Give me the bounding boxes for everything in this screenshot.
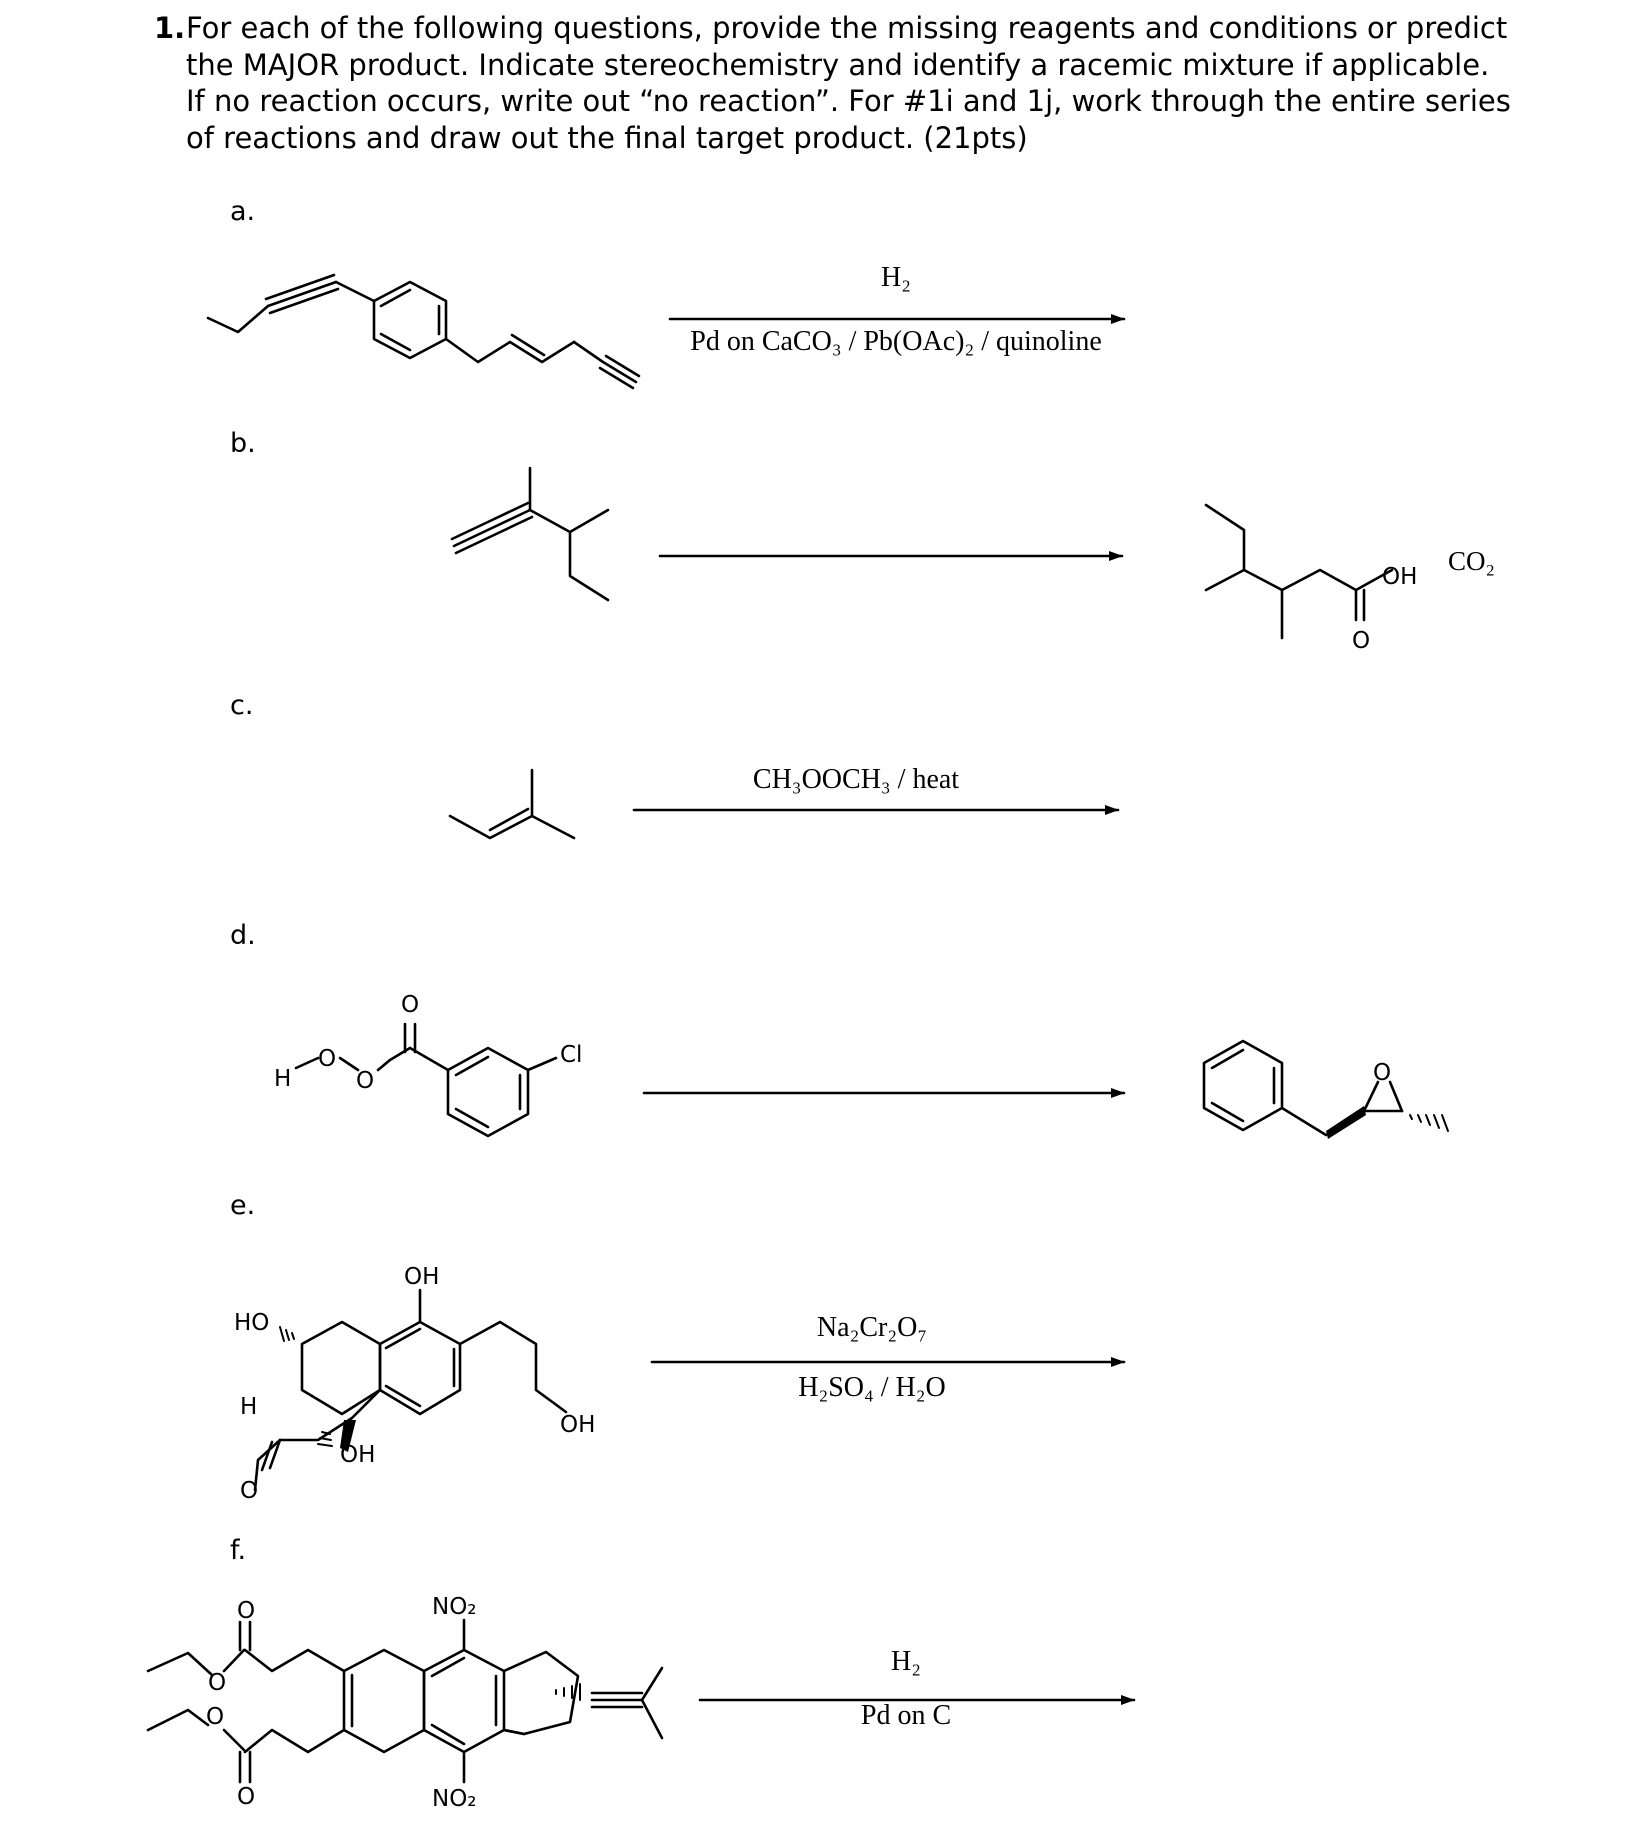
part-b-product-o: O <box>1352 628 1371 654</box>
part-c-label: c. <box>230 690 254 721</box>
part-e-reagent-top: Na₂Cr₂O₇ <box>816 1312 928 1343</box>
part-a-reactant <box>208 275 639 388</box>
part-f-o-top-ester: O <box>208 1670 227 1696</box>
part-e-reagent-bottom: H₂SO₄ / H₂O <box>798 1372 946 1403</box>
part-b-product-oh: OH <box>1382 564 1418 590</box>
part-e-ho-left: HO <box>234 1310 270 1336</box>
part-b-byproduct: CO₂ <box>1448 546 1495 576</box>
part-e-hash-bond-top <box>280 1327 294 1341</box>
part-d-reactant <box>296 1024 556 1136</box>
part-c-reactant <box>450 770 574 838</box>
part-f-o-bottom-carbonyl: O <box>237 1784 256 1810</box>
part-f-o-bottom-ester: O <box>206 1704 225 1730</box>
part-d-cl-atom: Cl <box>560 1042 583 1068</box>
part-e-oh-chain: OH <box>560 1412 596 1438</box>
part-f-label: f. <box>230 1535 247 1566</box>
part-d-o2-atom: O <box>356 1068 375 1094</box>
part-b-product <box>1206 505 1392 638</box>
part-d-o1-atom: O <box>318 1046 337 1072</box>
part-e-h-aldehyde: H <box>240 1394 258 1420</box>
part-f-o-top-carbonyl: O <box>237 1598 256 1624</box>
part-e-oh-bottom: OH <box>340 1442 376 1468</box>
part-d-wedge-bond <box>1326 1106 1366 1139</box>
part-a-reagent-top: H₂ <box>881 262 911 293</box>
question-number: 1. <box>154 11 186 45</box>
part-f-reagent-top: H₂ <box>891 1646 921 1677</box>
part-b-reactant <box>452 468 608 600</box>
question-text: For each of the following questions, provide the missing reagents and conditions or predict the MAJOR product. Indicate stereochemistry and identify a racemic mixture if applicable. If no reaction occurs, write out “no reaction”. For #1i and 1j, work through the entire series of reactions and draw out the final target product. (21pts) <box>186 11 1511 155</box>
part-b-label: b. <box>230 428 256 459</box>
part-d-hash-bond <box>1410 1115 1448 1131</box>
part-f-no2-bottom: NO₂ <box>432 1786 477 1812</box>
part-f-reagent-bottom: Pd on C <box>860 1700 952 1731</box>
part-a-label: a. <box>230 196 256 227</box>
part-e-label: e. <box>230 1190 256 1221</box>
part-a-reagent-bottom: Pd on CaCO₃ / Pb(OAc)₂ / quinoline <box>690 326 1102 357</box>
part-e-reactant <box>255 1290 566 1490</box>
part-e-oh-top: OH <box>404 1264 440 1290</box>
part-d-product <box>1204 1041 1402 1135</box>
part-c-reagent-top: CH₃OOCH₃ / heat <box>752 764 960 795</box>
part-d-h-atom: H <box>274 1066 292 1092</box>
part-e-o-aldehyde: O <box>240 1478 259 1504</box>
part-d-carbonyl-o-atom: O <box>401 992 420 1018</box>
part-d-label: d. <box>230 920 256 951</box>
part-f-reactant <box>148 1620 662 1782</box>
part-f-no2-top: NO₂ <box>432 1594 477 1620</box>
part-d-product-o-atom: O <box>1373 1060 1392 1086</box>
